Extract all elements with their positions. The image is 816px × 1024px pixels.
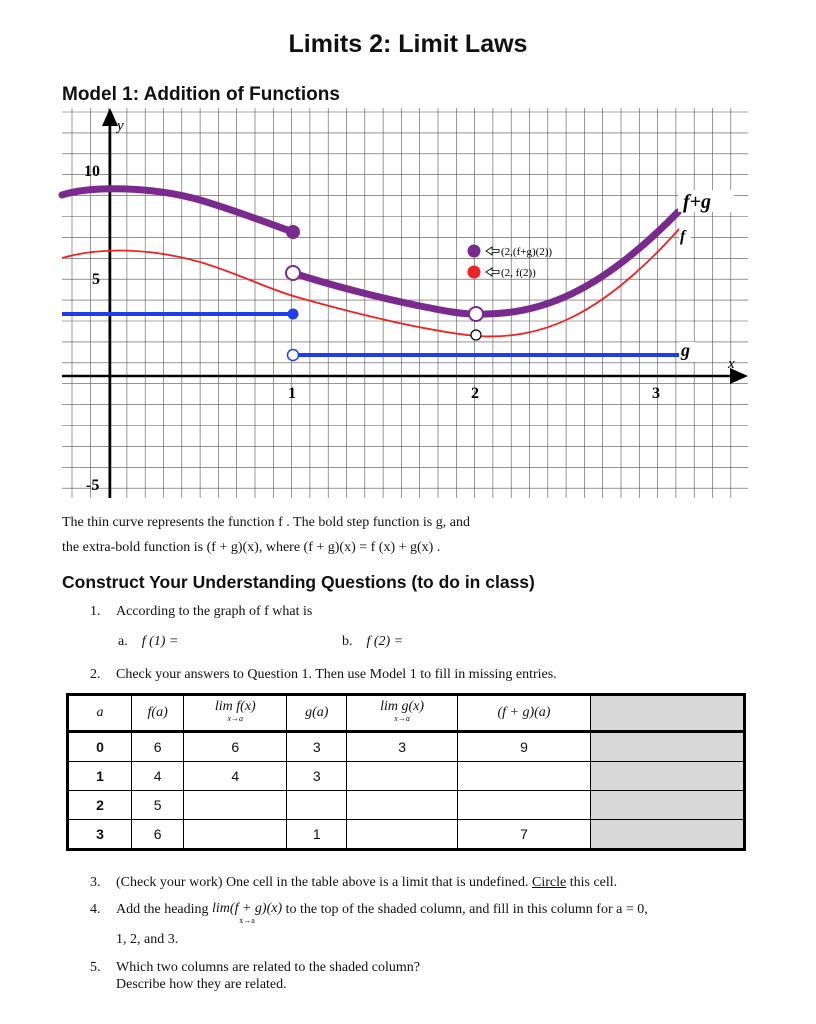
header-lim-f-sub: x→a (227, 714, 244, 723)
header-lim-f-text: lim f(x) (214, 699, 256, 714)
cell-shaded[interactable] (591, 732, 745, 762)
cell-shaded[interactable] (591, 820, 745, 850)
header-fga: (f + g)(a) (457, 695, 590, 732)
cell-lim-g[interactable] (347, 820, 458, 850)
question-3-text-after: this cell. (569, 875, 618, 890)
f-open-dot-x2 (471, 330, 481, 340)
question-1b-label: b. (342, 634, 353, 649)
model-heading: Model 1: Addition of Functions (62, 84, 340, 105)
header-lim-g (347, 695, 458, 732)
cell-fga[interactable] (457, 791, 590, 820)
question-1a-text: f (1) = (141, 634, 179, 649)
y-tick-neg5: -5 (86, 477, 100, 494)
question-3-circle-word: Circle (532, 875, 567, 890)
cell-fga[interactable]: 9 (457, 732, 590, 762)
question-2-text: Check your answers to Question 1. Then use Model 1 to fill in missing entries. (116, 667, 557, 682)
question-1-text: According to the graph of f what is (116, 604, 313, 619)
fg-curve-left (62, 189, 293, 232)
arrow-left-icon (486, 247, 499, 255)
question-4-lim-expr: lim(f + g)(x) (212, 901, 283, 916)
caption-line-1: The thin curve represents the function f . The bold step function is g, and (62, 515, 470, 530)
header-shaded[interactable] (591, 695, 745, 732)
cell-lim-g[interactable] (347, 791, 458, 820)
question-4-text-before: Add the heading (116, 902, 209, 917)
cell-fga[interactable] (457, 762, 590, 791)
question-1 (90, 604, 312, 620)
x-axis-label: x (728, 356, 735, 372)
g-open-dot (288, 350, 299, 361)
y-tick-5: 5 (92, 271, 100, 288)
x-tick-2: 2 (471, 385, 479, 402)
question-5-number: 5. (90, 960, 101, 975)
cell-lim-f[interactable]: 4 (184, 762, 287, 791)
question-1b (342, 634, 403, 650)
cell-shaded[interactable] (591, 762, 745, 791)
fg-closed-dot (286, 225, 300, 239)
question-3-number: 3. (90, 875, 101, 890)
x-tick-1: 1 (288, 385, 296, 402)
question-3 (90, 875, 617, 891)
cell-a: 0 (68, 732, 132, 762)
header-a: a (68, 695, 132, 732)
question-1a (118, 634, 178, 650)
table-header-row (68, 695, 745, 732)
cell-ga[interactable] (287, 791, 347, 820)
cell-ga[interactable]: 3 (287, 762, 347, 791)
question-1a-label: a. (118, 634, 128, 649)
legend-f-text: (2, f(2)) (501, 267, 536, 279)
fg-curve-right (293, 212, 678, 314)
page-title: Limits 2: Limit Laws (288, 30, 528, 58)
cell-lim-f[interactable]: 6 (184, 732, 287, 762)
arrow-left-icon (486, 268, 499, 276)
model-graph (0, 0, 816, 510)
header-ga: g(a) (287, 695, 347, 732)
question-1b-text: f (2) = (366, 634, 404, 649)
question-2 (90, 667, 557, 683)
cell-fa[interactable]: 6 (132, 820, 184, 850)
g-closed-dot (288, 309, 299, 320)
caption-line-2: the extra-bold function is (f + g)(x), where (f + g)(x) = f (x) + g(x) . (62, 540, 441, 555)
cell-a: 3 (68, 820, 132, 850)
cell-ga[interactable]: 1 (287, 820, 347, 850)
question-5-line-1: Which two columns are related to the shaded column? (116, 960, 421, 975)
fg-open-dot (286, 266, 300, 280)
label-g: g (681, 340, 690, 360)
header-fa: f(a) (132, 695, 184, 732)
table-row (68, 791, 745, 820)
label-f: f (680, 228, 686, 245)
table-row (68, 820, 745, 850)
cell-fa[interactable]: 4 (132, 762, 184, 791)
question-2-number: 2. (90, 667, 101, 682)
fg-open-dot-x2 (469, 307, 483, 321)
limits-table (66, 693, 746, 851)
section-heading: Construct Your Understanding Questions (to do in class) (62, 572, 535, 592)
cell-shaded[interactable] (591, 791, 745, 820)
header-lim-g-sub: x→a (394, 714, 410, 723)
y-axis-label: y (117, 118, 124, 134)
x-tick-3: 3 (652, 385, 660, 402)
y-tick-10: 10 (84, 163, 100, 180)
question-5 (90, 960, 420, 976)
cell-lim-f[interactable] (184, 791, 287, 820)
label-f-plus-g: f+g (683, 191, 712, 213)
question-4-lim-sub: x→a (239, 916, 255, 925)
table-row (68, 762, 745, 791)
legend-fg-text: (2,(f+g)(2)) (501, 246, 553, 258)
question-3-text-before: (Check your work) One cell in the table above is a limit that is undefined. (116, 875, 529, 890)
legend-fg-dot (468, 245, 481, 258)
question-4 (90, 902, 648, 925)
cell-fa[interactable]: 6 (132, 732, 184, 762)
question-4-line-2: 1, 2, and 3. (116, 932, 179, 947)
cell-lim-g[interactable]: 3 (347, 732, 458, 762)
cell-a: 1 (68, 762, 132, 791)
header-lim-g-text: lim g(x) (380, 699, 425, 714)
cell-ga[interactable]: 3 (287, 732, 347, 762)
cell-fga[interactable]: 7 (457, 820, 590, 850)
question-4-text-after: to the top of the shaded column, and fill in this column for a = 0, (285, 902, 648, 917)
cell-lim-g[interactable] (347, 762, 458, 791)
legend-f-dot (468, 266, 481, 279)
question-5-line-2: Describe how they are related. (116, 977, 287, 992)
question-1-number: 1. (90, 604, 101, 619)
header-lim-f (184, 695, 287, 732)
cell-a: 2 (68, 791, 132, 820)
cell-fa[interactable]: 5 (132, 791, 184, 820)
cell-lim-f[interactable] (184, 820, 287, 850)
question-4-number: 4. (90, 902, 101, 917)
table-row (68, 732, 745, 762)
